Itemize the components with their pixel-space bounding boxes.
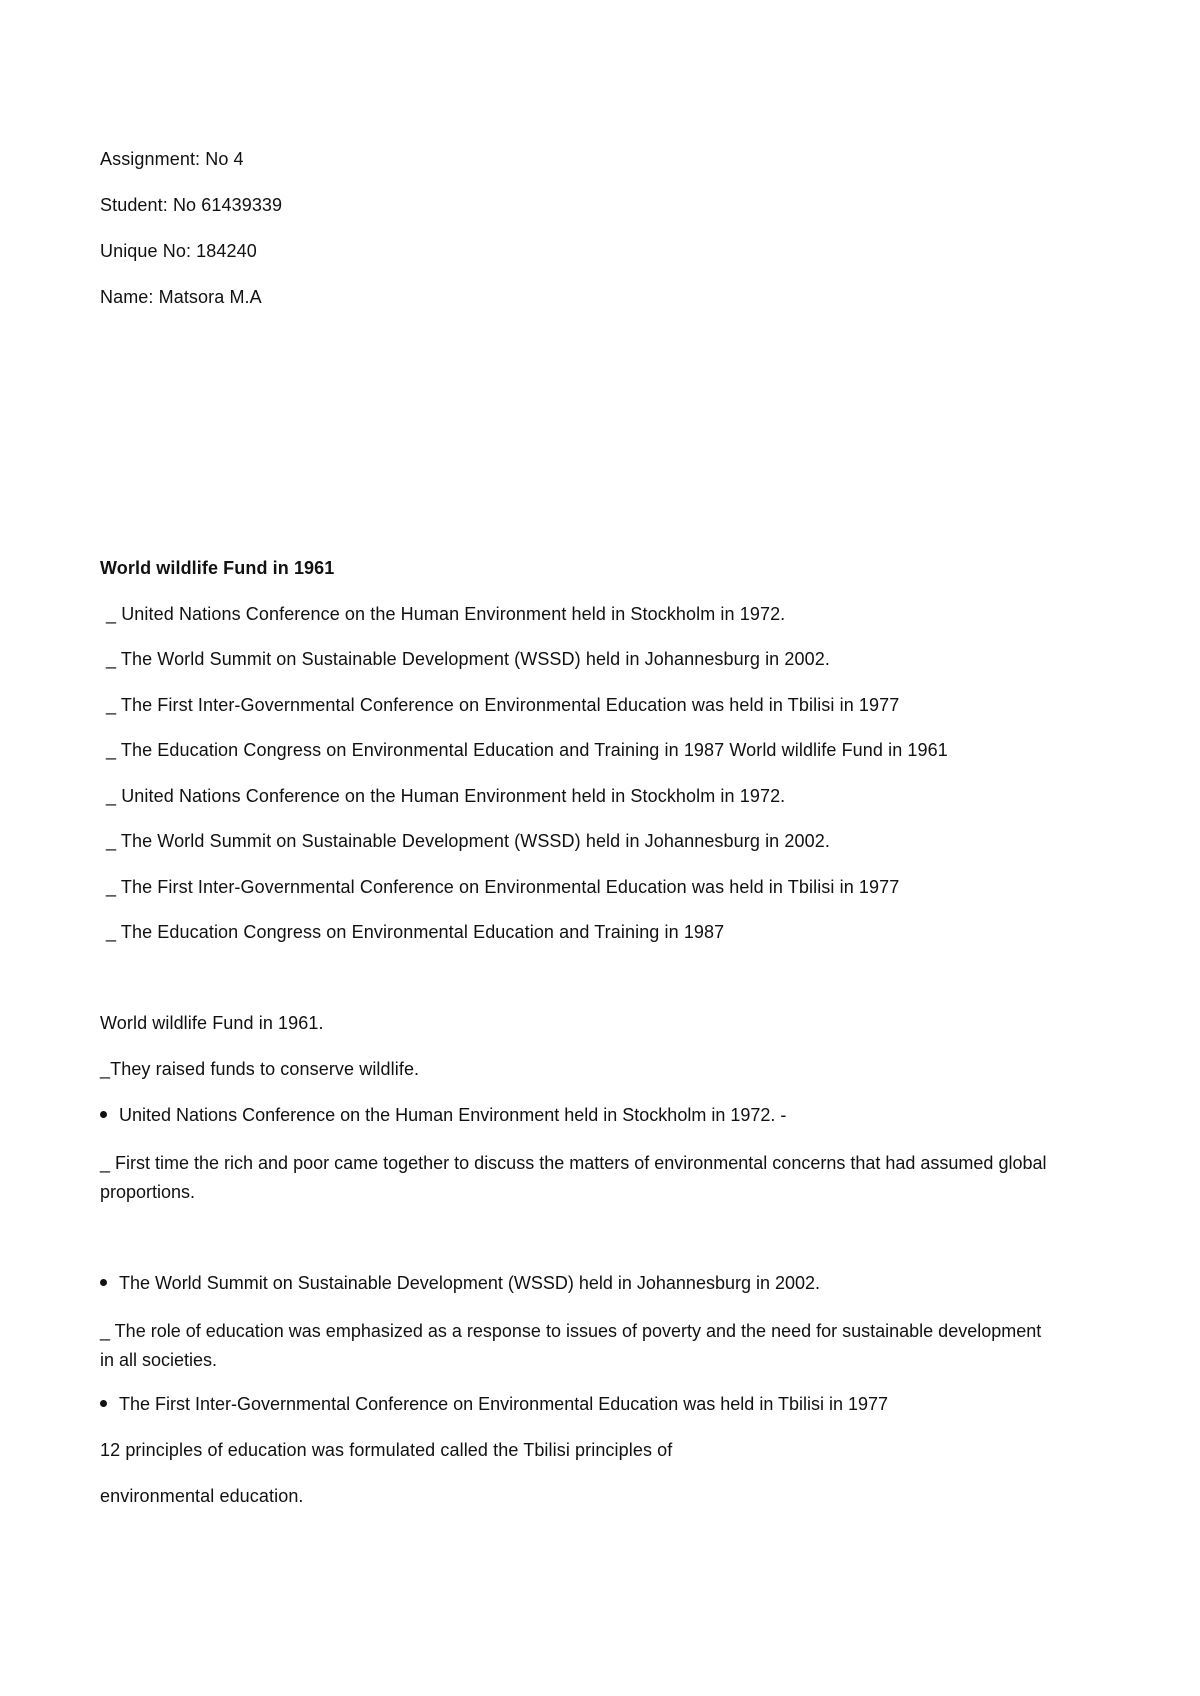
student-line: Student: No 61439339 (100, 195, 283, 215)
bullet-icon (100, 1400, 107, 1407)
wwf-note: _They raised funds to conserve wildlife. (100, 1059, 420, 1079)
bullet-item-tbilisi (100, 1393, 888, 1415)
bullet-icon (100, 1111, 107, 1118)
section-heading: World wildlife Fund in 1961 (100, 558, 335, 578)
bullet-text: United Nations Conference on the Human Environment held in Stockholm in 1972. - (119, 1105, 787, 1125)
assignment-line: Assignment: No 4 (100, 149, 244, 169)
list-item: _ The World Summit on Sustainable Development (WSSD) held in Johannesburg in 2002. (106, 649, 830, 669)
bullet-icon (100, 1279, 107, 1286)
bullet-item-stockholm (100, 1104, 786, 1126)
list-item: _ The Education Congress on Environmental Education and Training in 1987 World wildlife Fund in 1961 (106, 740, 948, 760)
name-line: Name: Matsora M.A (100, 287, 262, 307)
tbilisi-note-line-1: 12 principles of education was formulated called the Tbilisi principles of (100, 1440, 673, 1460)
list-item: _ The First Inter-Governmental Conference on Environmental Education was held in Tbilisi in 1977 (106, 695, 900, 715)
list-item: _ The World Summit on Sustainable Development (WSSD) held in Johannesburg in 2002. (106, 831, 830, 851)
bullet-text: The First Inter-Governmental Conference on Environmental Education was held in Tbilisi in 1977 (119, 1394, 889, 1414)
list-item: _ The First Inter-Governmental Conference on Environmental Education was held in Tbilisi in 1977 (106, 877, 900, 897)
wwf-line: World wildlife Fund in 1961. (100, 1013, 324, 1033)
unique-line: Unique No: 184240 (100, 241, 257, 261)
list-item: _ The Education Congress on Environmental Education and Training in 1987 (106, 922, 725, 942)
bullet-item-wssd (100, 1272, 820, 1294)
wssd-note: _ The role of education was emphasized as a response to issues of poverty and the need for sustainable development in all societies. (100, 1321, 1042, 1370)
list-item: _ United Nations Conference on the Human Environment held in Stockholm in 1972. (106, 786, 786, 806)
list-item: _ United Nations Conference on the Human Environment held in Stockholm in 1972. (106, 604, 786, 624)
bullet-text: The World Summit on Sustainable Development (WSSD) held in Johannesburg in 2002. (119, 1273, 821, 1293)
tbilisi-note-line-2: environmental education. (100, 1486, 304, 1506)
stockholm-note: _ First time the rich and poor came together to discuss the matters of environmental concerns that had assumed global proportions. (100, 1153, 1047, 1202)
